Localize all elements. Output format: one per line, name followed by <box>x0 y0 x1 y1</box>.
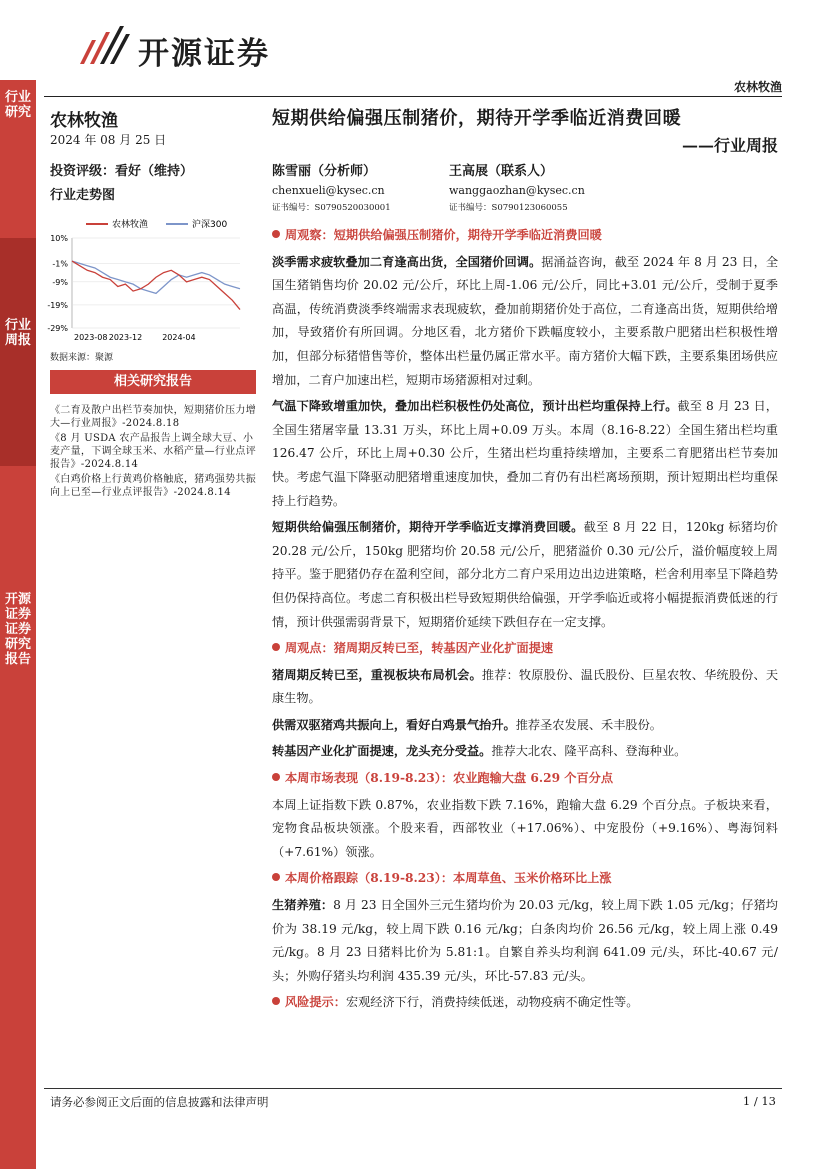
report-subtitle: ——行业周报 <box>681 136 778 155</box>
legend-label-sector: 农林牧渔 <box>112 220 149 230</box>
contact-email[interactable]: wanggaozhan@kysec.cn <box>449 184 585 197</box>
section-heading: 周观点：猪周期反转已至，转基因产业化扩面提速 <box>272 637 778 661</box>
report-title: 短期供给偏强压制猪价，期待开学季临近消费回暖 <box>272 108 682 129</box>
brand-name: 开源证券 <box>138 36 270 72</box>
analyst-email[interactable]: chenxueli@kysec.cn <box>272 184 385 197</box>
page-number: 1 / 13 <box>742 1094 776 1108</box>
analyst-card <box>272 162 452 216</box>
x-tick-label: 2023-08 <box>74 333 108 342</box>
x-tick-label: 2023-12 <box>108 333 143 342</box>
header-divider <box>44 96 782 97</box>
trend-chart-title: 行业走势图 <box>50 188 116 203</box>
section-heading: 本周价格跟踪（8.19-8.23）：本周草鱼、玉米价格环比上涨 <box>272 867 778 891</box>
y-tick-label: -9% <box>52 277 68 287</box>
series-line-sector <box>72 261 240 309</box>
footer-divider <box>44 1088 782 1089</box>
report-body <box>272 224 778 1018</box>
y-tick-label: -19% <box>47 300 68 310</box>
report-date: 2024 年 08 月 25 日 <box>50 133 167 147</box>
bullet-icon <box>272 230 280 238</box>
sector-name: 农林牧渔 <box>50 111 118 131</box>
related-reports-list <box>50 404 256 501</box>
bullet-icon <box>272 997 280 1005</box>
y-tick-label: 10% <box>50 234 68 243</box>
analyst-cert: 证书编号：S0790520030001 <box>272 203 391 213</box>
trend-chart <box>40 214 262 344</box>
section-heading: 本周市场表现（8.19-8.23）：农业跑输大盘 6.29 个百分点 <box>272 767 778 791</box>
bullet-icon <box>272 773 280 781</box>
related-report-link[interactable]: 《二育及散户出栏节奏加快，短期猪价压力增大—行业周报》-2024.8.18 <box>50 405 256 429</box>
section-heading: 周观察：短期供给偏强压制猪价，期待开学季临近消费回暖 <box>272 224 778 248</box>
paragraph: 转基因产业化扩面提速，龙头充分受益。推荐大北农、隆平高科、登海种业。 <box>272 744 687 759</box>
side-strip-band <box>0 238 36 466</box>
legend-label-hs300: 沪深300 <box>192 220 228 230</box>
brand-logo-icon <box>78 24 134 68</box>
sector-tag: 农林牧渔 <box>733 80 782 94</box>
paragraph: 生猪养殖：8 月 23 日全国外三元生猪均价为 20.03 元/kg，较上周下跌 1.05 元/kg；仔猪均价为 38.19 元/kg，较上周下跌 0.16 元/kg；白条肉均价 26.56 元/kg，较上周上涨 0.49 元/kg。8 月 23 日猪料比价为 5.81:1。自繁自养头均利润 641.09 元/头，环比-40.67 元/头；外购仔猪头均利润 435.39 元/头，环比-57.83 元/头。 <box>272 898 778 983</box>
contact-cert: 证书编号：S0790123060055 <box>449 203 568 213</box>
y-tick-label: -29% <box>47 324 68 333</box>
risk-warning: 风险提示：宏观经济下行，消费持续低迷，动物疫病不确定性等。 <box>272 991 778 1015</box>
paragraph: 供需双驱猪鸡共振向上，看好白鸡景气抬升。推荐圣农发展、禾丰股份。 <box>272 717 662 732</box>
paragraph: 气温下降致增重加快，叠加出栏积极性仍处高位，预计出栏均重保持上行。截至 8 月 23 日，全国生猪屠宰量 13.31 万头，环比上周+0.09 万头。本周（8.16-8.22）全国生猪出栏均重 126.47 公斤，环比上周+0.30 公斤，生猪出栏均重持续增加，主要系二育肥猪出栏节奏加快。考虑气温下降驱动肥猪增重速度加快，叠加二育仍有出栏离场预期，预计短期出栏均重保持上行趋势。 <box>272 399 778 508</box>
related-report-link[interactable]: 《8 月 USDA 农产品报告上调全球大豆、小麦产量，下调全球玉米、水稻产量—行业点评报告》-2024.8.14 <box>50 433 256 470</box>
paragraph: 短期供给偏强压制猪价，期待开学季临近支撑消费回暖。截至 8 月 22 日，120kg 标猪均价 20.28 元/公斤，150kg 肥猪均价 20.58 元/公斤，肥猪溢价 0.30 元/公斤，溢价幅度较上周持平。鉴于肥猪仍存在盈利空间，部分北方二育户采用边出边进策略，栏舍利用率呈下降趋势但仍保持高位。考虑二育积极出栏导致短期供给偏强，开学季临近或将小幅提振消费低迷的行情，预计供强需弱背景下，短期猪价延续下跌但存在一定支撑。 <box>272 520 778 629</box>
chart-source: 数据来源：聚源 <box>50 353 114 363</box>
footer-disclaimer: 请务必参阅正文后面的信息披露和法律声明 <box>50 1095 269 1109</box>
side-label-company: 开源证券 证券研究报告 <box>4 592 31 667</box>
contact-name: 王高展（联系人） <box>449 164 554 179</box>
chart-legend <box>86 218 227 230</box>
investment-rating: 投资评级：看好（维持） <box>50 164 194 179</box>
x-tick-label: 2024-04 <box>162 333 196 342</box>
analyst-name: 陈雪丽（分析师） <box>272 164 377 179</box>
y-tick-label: -1% <box>52 259 68 269</box>
related-report-link[interactable]: 《白鸡价格上行黄鸡价格触底，猪鸡强势共振向上已至—行业点评报告》-2024.8.14 <box>50 474 256 498</box>
related-reports-header: 相关研究报告 <box>50 370 256 394</box>
paragraph: 本周上证指数下跌 0.87%，农业指数下跌 7.16%，跑输大盘 6.29 个百分点。子板块来看，宠物食品板块领涨。个股来看，西部牧业（+17.06%）、中宠股份（+9.16%）、粤海饲料（+7.61%）领涨。 <box>272 797 778 859</box>
bullet-icon <box>272 643 280 651</box>
paragraph: 猪周期反转已至，重视板块布局机会。推荐：牧原股份、温氏股份、巨星农牧、华统股份、天康生物。 <box>272 667 779 706</box>
bullet-icon <box>272 873 280 881</box>
contact-card <box>449 162 629 216</box>
paragraph: 淡季需求疲软叠加二育逢高出货，全国猪价回调。据涌益咨询，截至 2024 年 8 月 23 日，全国生猪销售均价 20.02 元/公斤，环比上周-1.06 元/公斤，同比+3.01 元/公斤，受制于夏季高温，传统消费淡季终端需求表现疲软，叠加前期猪价处于高位，二育逢高出货，短期供给增加，导致猪价有所回调。分地区看，北方猪价下跌幅度较小，主要系散户肥猪出栏积极性增加，但部分标猪惜售等价，整体出栏量仍属正常水平。南方猪价大幅下跌，主要系集团场供应增加，二育户加速出栏，短期市场猪源相对过剩。 <box>272 254 779 387</box>
side-label-industry-research: 行业研究 <box>4 90 31 120</box>
side-label-weekly: 行业周报 <box>4 318 31 348</box>
